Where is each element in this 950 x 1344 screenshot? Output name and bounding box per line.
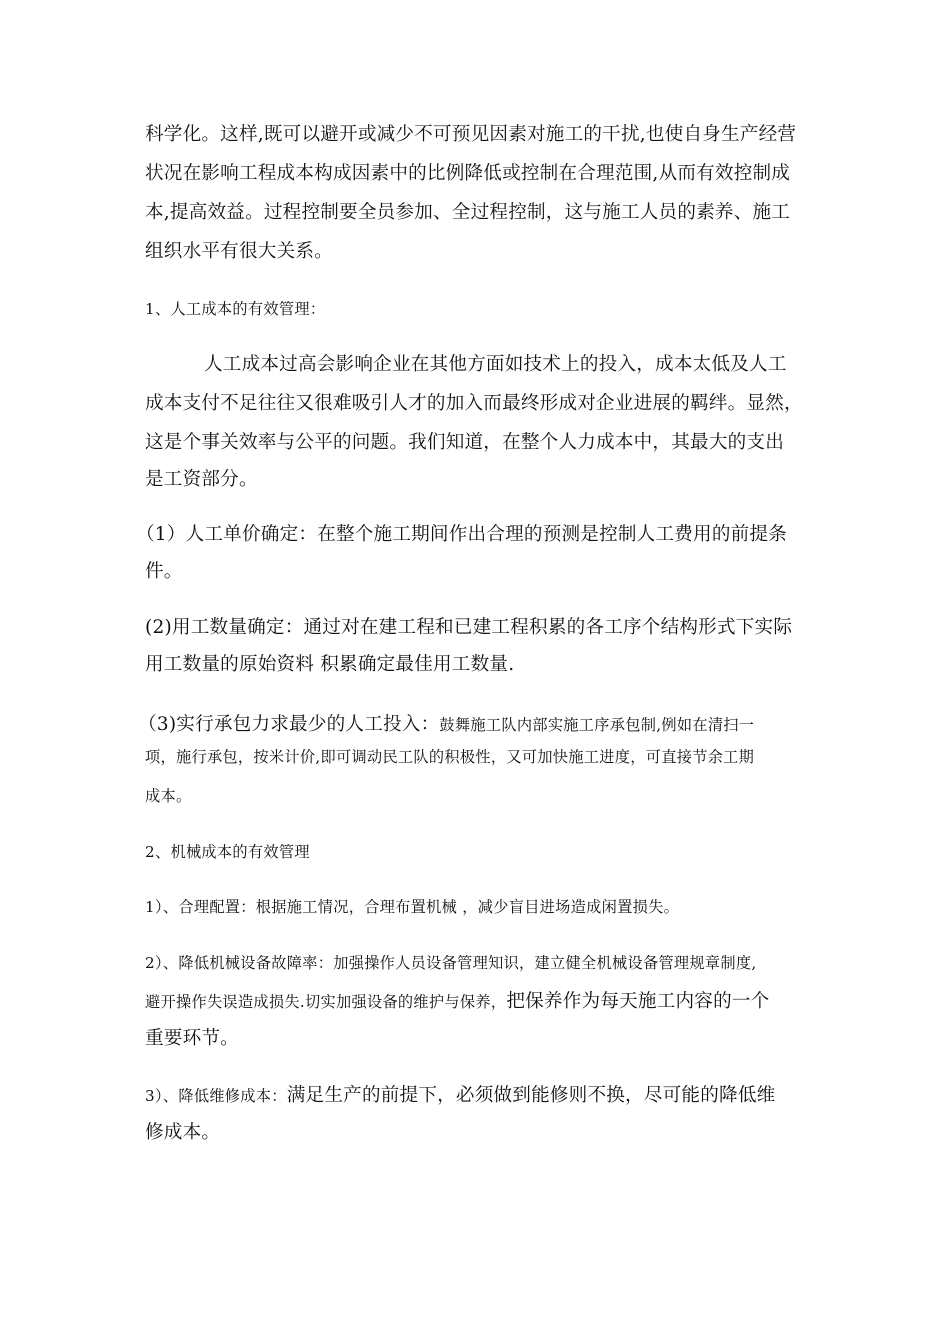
- labor-item-3-line-2: 项，施行承包，按米计价,即可调动民工队的积极性，又可加快施工进度，可直接节余工期: [145, 748, 755, 766]
- labor-item-2-line-1: (2)用工数量确定：通过对在建工程和已建工程积累的各工序个结构形式下实际: [145, 617, 793, 638]
- intro-line-3: 本,提高效益。过程控制要全员参加、全过程控制，这与施工人员的素养、施工: [145, 202, 791, 223]
- labor-body-line-2: 成本支付不足往往又很难吸引人才的加入而最终形成对企业进展的羁绊。显然，: [145, 393, 803, 414]
- intro-line-1: 科学化。这样,既可以避开或减少不可预见因素对施工的干扰,也使自身生产经营: [145, 124, 797, 145]
- machine-item-2-part-b: 把保养作为每天施工内容的一个: [506, 991, 770, 1012]
- section-heading-machine: 2、机械成本的有效管理: [145, 843, 310, 861]
- machine-item-3-text: 满足生产的前提下，必须做到能修则不换，尽可能的降低维: [286, 1085, 776, 1106]
- machine-item-2-line-1: 2）、降低机械设备故障率：加强操作人员设备管理知识，建立健全机械设备管理规章制度,: [145, 954, 757, 972]
- labor-body-line-4: 是工资部分。: [145, 469, 258, 490]
- labor-item-1-line-1: （1）人工单价确定：在整个施工期间作出合理的预测是控制人工费用的前提条: [136, 524, 788, 545]
- labor-item-1-line-2: 件。: [145, 561, 183, 582]
- labor-body-line-1: 人工成本过高会影响企业在其他方面如技术上的投入，成本太低及人工: [204, 354, 787, 375]
- labor-item-3-line-3: 成本。: [145, 787, 192, 805]
- machine-item-2-line-2: [145, 987, 769, 1013]
- labor-item-3-text: 鼓舞施工队内部实施工序承包制,例如在清扫一: [439, 716, 755, 734]
- labor-body-line-3: 这是个事关效率与公平的问题。我们知道，在整个人力成本中，其最大的支出: [145, 432, 784, 453]
- labor-item-3-line-1: [138, 710, 754, 736]
- machine-item-3-title: 3）、降低维修成本：: [145, 1087, 287, 1105]
- intro-line-2: 状况在影响工程成本构成因素中的比例降低或控制在合理范围,从而有效控制成: [145, 163, 791, 184]
- machine-item-2-part-a: 避开操作失误造成损失.切实加强设备的维护与保养，: [145, 993, 507, 1011]
- section-heading-labor: 1、人工成本的有效管理：: [145, 300, 326, 318]
- machine-item-3-line-2: 修成本。: [145, 1122, 221, 1143]
- labor-item-2-line-2: 用工数量的原始资料 积累确定最佳用工数量.: [145, 654, 515, 675]
- machine-item-2-line-3: 重要环节。: [145, 1028, 239, 1049]
- labor-item-3-title: （3)实行承包力求最少的人工投入：: [138, 714, 440, 735]
- machine-item-3-line-1: [145, 1081, 775, 1107]
- intro-line-4: 组织水平有很大关系。: [145, 241, 333, 262]
- machine-item-1-line-1: 1）、合理配置：根据施工情况，合理布置机械 ，减少盲目进场造成闲置损失。: [145, 898, 680, 916]
